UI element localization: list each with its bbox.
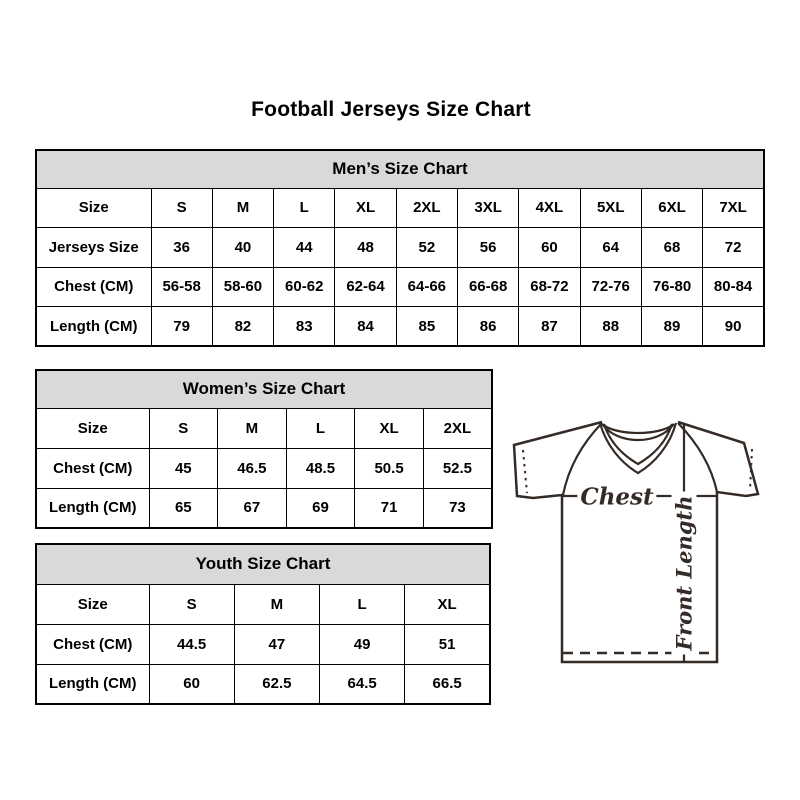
length-cell: 64.5 (320, 664, 405, 704)
length-cell: 65 (149, 488, 218, 528)
jerseys-size-cell: 64 (580, 228, 641, 268)
table-row (36, 408, 492, 448)
length-cell: 79 (151, 307, 212, 347)
length-cell: 71 (355, 488, 424, 528)
length-cell: 87 (519, 307, 580, 347)
jerseys-size-cell: 72 (703, 228, 764, 268)
chest-cell: 80-84 (703, 267, 764, 307)
chest-cell: 56-58 (151, 267, 212, 307)
size-cell: 3XL (457, 188, 518, 228)
table-row (36, 624, 490, 664)
length-cell: 88 (580, 307, 641, 347)
jerseys-size-cell: 44 (274, 228, 335, 268)
length-cell: 67 (218, 488, 287, 528)
youth-table-header (36, 544, 490, 584)
size-cell: L (320, 584, 405, 624)
youth-table-title: Youth Size Chart (36, 544, 490, 584)
chest-cell: 76-80 (641, 267, 702, 307)
mens-table-header (36, 150, 764, 188)
length-cell: 60 (149, 664, 234, 704)
row-label: Jerseys Size (36, 228, 151, 268)
length-cell: 90 (703, 307, 764, 347)
jersey-outline (514, 422, 758, 662)
size-cell: L (274, 188, 335, 228)
table-row (36, 488, 492, 528)
length-cell: 84 (335, 307, 396, 347)
mens-table-title: Men’s Size Chart (36, 150, 764, 188)
size-cell: 4XL (519, 188, 580, 228)
length-cell: 66.5 (405, 664, 490, 704)
chest-cell: 64-66 (396, 267, 457, 307)
row-label: Chest (CM) (36, 448, 149, 488)
chest-cell: 72-76 (580, 267, 641, 307)
chest-cell: 47 (234, 624, 319, 664)
size-cell: 5XL (580, 188, 641, 228)
table-row (36, 188, 764, 228)
size-cell: L (286, 408, 355, 448)
length-cell: 73 (423, 488, 492, 528)
front-length-measure-label: Front Length (672, 492, 697, 655)
chest-cell: 50.5 (355, 448, 424, 488)
jerseys-size-cell: 48 (335, 228, 396, 268)
row-label: Length (CM) (36, 488, 149, 528)
collar-back-curve-upper (602, 424, 674, 433)
chest-cell: 62-64 (335, 267, 396, 307)
table-row (36, 448, 492, 488)
size-cell: 7XL (703, 188, 764, 228)
jersey-measurement-diagram (500, 405, 780, 675)
size-cell: M (212, 188, 273, 228)
size-cell: XL (355, 408, 424, 448)
mens-size-table (35, 149, 765, 347)
row-label: Size (36, 584, 149, 624)
length-cell: 86 (457, 307, 518, 347)
collar-outer-v (600, 423, 676, 473)
chest-cell: 44.5 (149, 624, 234, 664)
jerseys-size-cell: 36 (151, 228, 212, 268)
size-cell: M (218, 408, 287, 448)
chest-cell: 52.5 (423, 448, 492, 488)
chest-cell: 66-68 (457, 267, 518, 307)
chest-cell: 49 (320, 624, 405, 664)
jerseys-size-cell: 60 (519, 228, 580, 268)
jerseys-size-cell: 68 (641, 228, 702, 268)
length-cell: 62.5 (234, 664, 319, 704)
womens-table-header (36, 370, 492, 408)
chest-cell: 51 (405, 624, 490, 664)
chest-measure-label: Chest (577, 484, 656, 511)
row-label: Length (CM) (36, 307, 151, 347)
length-cell: 85 (396, 307, 457, 347)
table-row (36, 664, 490, 704)
womens-size-table (35, 369, 493, 529)
row-label: Chest (CM) (36, 267, 151, 307)
length-cell: 69 (286, 488, 355, 528)
jerseys-size-cell: 56 (457, 228, 518, 268)
size-cell: XL (335, 188, 396, 228)
table-row (36, 307, 764, 347)
womens-table-title: Women’s Size Chart (36, 370, 492, 408)
size-cell: 6XL (641, 188, 702, 228)
youth-size-table (35, 543, 491, 705)
left-cuff-stitch-line (523, 450, 527, 493)
chest-cell: 68-72 (519, 267, 580, 307)
table-row (36, 584, 490, 624)
chest-cell: 60-62 (274, 267, 335, 307)
row-label: Length (CM) (36, 664, 149, 704)
jerseys-size-cell: 52 (396, 228, 457, 268)
size-cell: S (149, 584, 234, 624)
table-row (36, 267, 764, 307)
table-row (36, 228, 764, 268)
chest-cell: 48.5 (286, 448, 355, 488)
length-cell: 82 (212, 307, 273, 347)
row-label: Size (36, 408, 149, 448)
chest-cell: 58-60 (212, 267, 273, 307)
chest-cell: 45 (149, 448, 218, 488)
size-cell: S (151, 188, 212, 228)
size-cell: 2XL (423, 408, 492, 448)
page-title: Football Jerseys Size Chart (251, 98, 531, 121)
length-cell: 89 (641, 307, 702, 347)
size-cell: S (149, 408, 218, 448)
size-cell: M (234, 584, 319, 624)
row-label: Size (36, 188, 151, 228)
jersey-diagram-icon (500, 405, 780, 675)
row-label: Chest (CM) (36, 624, 149, 664)
size-cell: XL (405, 584, 490, 624)
jerseys-size-cell: 40 (212, 228, 273, 268)
length-cell: 83 (274, 307, 335, 347)
size-cell: 2XL (396, 188, 457, 228)
chest-cell: 46.5 (218, 448, 287, 488)
